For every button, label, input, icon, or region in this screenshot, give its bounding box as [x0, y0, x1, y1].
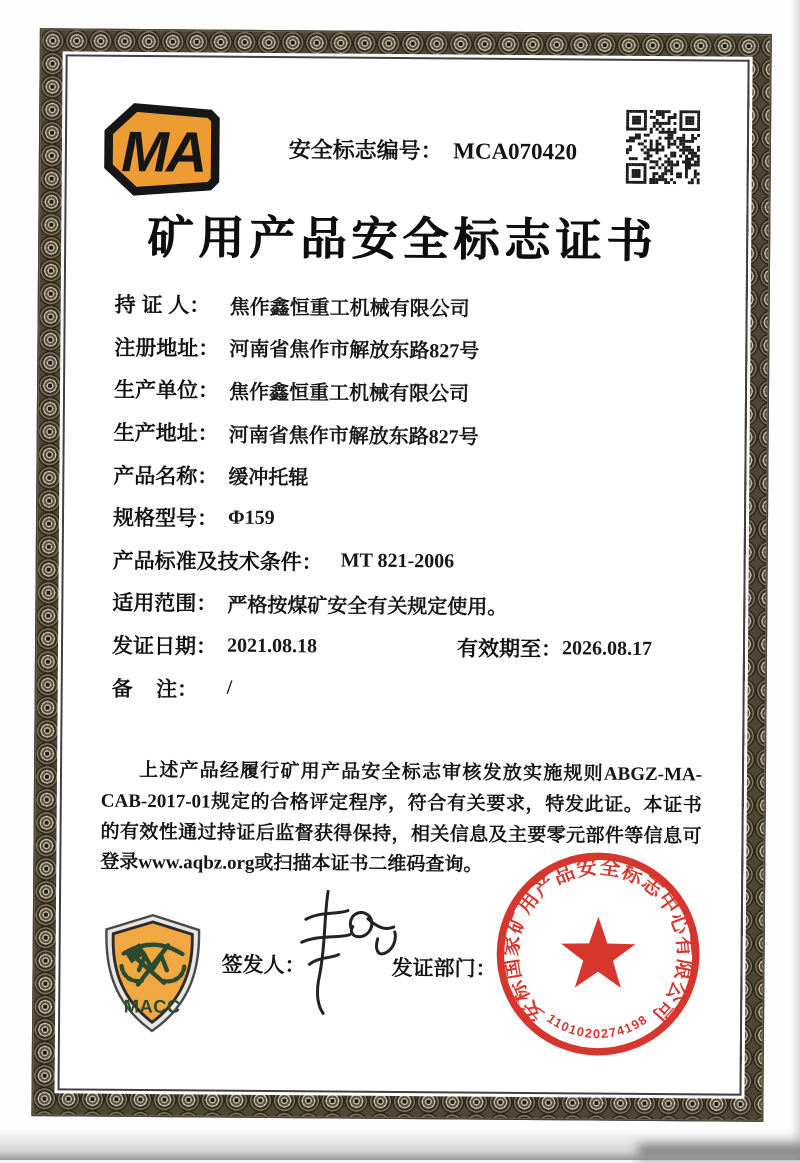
field-row-remarks [112, 666, 702, 713]
field-value: 严格按煤矿安全有关规定使用。 [227, 589, 507, 620]
field-label: 备 注： [112, 672, 227, 703]
field-value: MT 821-2006 [341, 550, 455, 574]
field-row-scope [112, 581, 702, 628]
field-label: 持 证 人： [115, 289, 230, 320]
field-label: 生产单位： [114, 374, 229, 405]
field-value: 缓冲托辊 [228, 461, 308, 491]
field-value: 焦作鑫恒重工机械有限公司 [230, 290, 470, 321]
field-row-manufacturer [114, 368, 704, 415]
field-value-valid-until: 2026.08.17 [562, 637, 652, 661]
field-value: 焦作鑫恒重工机械有限公司 [229, 376, 469, 407]
photo-edge-bottom-right [638, 1144, 800, 1159]
macc-label: MACC [124, 995, 181, 1016]
macc-shield-icon [99, 911, 206, 1036]
issuer-label: 发证部门： [391, 952, 496, 983]
certificate-fields [112, 283, 705, 714]
svg-text:1101020274198 [544, 1011, 650, 1041]
field-label-valid-until: 有效期至： [457, 632, 562, 663]
field-row-holder [115, 283, 705, 330]
signature-icon [287, 885, 406, 1024]
field-row-standard [113, 538, 703, 585]
certificate-number-value: MCA070420 [453, 138, 577, 164]
photo-edge-right [791, 0, 800, 1160]
field-row-production-address [114, 411, 704, 458]
ma-logo-text: MA [121, 120, 205, 185]
certificate-header [103, 98, 704, 207]
seal-number-text: 1101020274198 [544, 1011, 650, 1041]
qr-code-icon [626, 110, 701, 185]
seal-star [561, 917, 636, 988]
field-label: 产品名称： [113, 459, 228, 490]
field-value: 河南省焦作市解放东路827号 [229, 418, 479, 449]
certificate-number-label: 安全标志编号： [289, 137, 443, 163]
certificate-title: 矿用产品安全标志证书 [2, 200, 800, 272]
signer-label: 签发人： [221, 949, 305, 980]
field-label: 适用范围： [112, 587, 227, 618]
seal-company-text: 安标国家矿用产品安全标志中心有限公司 [498, 854, 699, 1028]
field-row-dates [112, 623, 702, 670]
certificate-statement: 上述产品经履行矿用产品安全标志审核发放实施规则ABGZ-MA-CAB-2017-01规定的合格评定程序，符合有关要求，特发此证。本证书的有效性通过持证后监督获得保持，相关信息及主要零元部件等信息可登录www.aqbz.org或扫描本证书二维码查询。 [100, 756, 702, 884]
official-seal-icon [490, 846, 707, 1063]
field-label: 产品标准及技术条件： [113, 545, 323, 577]
field-value: / [227, 677, 233, 700]
field-value: 河南省焦作市解放东路827号 [229, 333, 479, 364]
field-label: 生产地址： [114, 417, 229, 448]
field-label-issue-date: 发证日期： [112, 630, 227, 661]
field-row-model [113, 496, 703, 543]
field-label: 规格型号： [113, 502, 228, 533]
field-value-issue-date: 2021.08.18 [227, 634, 395, 658]
field-row-product-name [113, 453, 703, 500]
ma-logo-icon [103, 100, 222, 200]
field-row-registered-address [114, 325, 704, 372]
certificate-number-line [253, 133, 613, 167]
field-label: 注册地址： [114, 332, 229, 363]
field-value: Φ159 [228, 506, 275, 529]
